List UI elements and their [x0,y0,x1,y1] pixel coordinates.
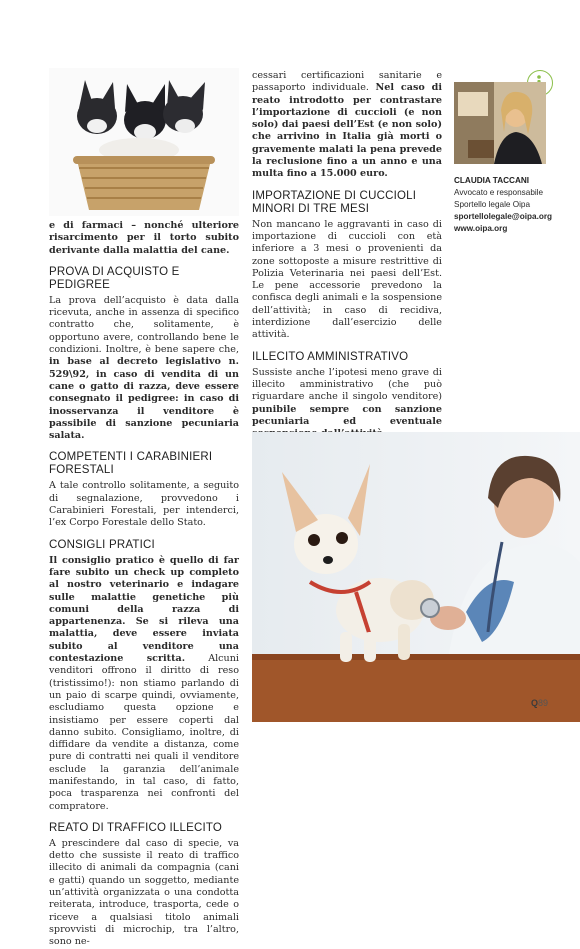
author-role: Avvocato e responsabile Sportello legale Oipa [454,188,544,209]
author-name: CLAUDIA TACCANI [454,176,530,185]
heading-importazione: IMPORTAZIONE DI CUCCIOLI MINORI DI TRE MESI [252,189,417,215]
column-left [49,220,239,949]
paragraph-prova-acquisto: La prova dell’acquisto è data dalla ricevuta, anche in assenza di specifico contratto che, solitamente, è opportuno avere, controllando bene le condizioni. Inoltre, è bene sapere che, in base al decreto legislativo n. 529\92, in caso di vendita di un cane o gatto di razza, deve essere consegnato il pedigree: in caso di inosservanza il venditore è passibile di sanzione pecuniaria salata. [49,294,239,442]
author-photo [454,82,546,164]
page-number: Q89 [531,698,549,708]
author-site[interactable]: www.oipa.org [454,224,508,233]
heading-prova-acquisto: PROVA DI ACQUISTO E PEDIGREE [49,265,180,291]
puppies-in-basket-photo [49,68,239,216]
paragraph-continuation: cessari certificazioni sanitarie e passaporto individuale. Nel caso di reato introdotto per contrastare l’importazione di cuccioli (e non solo) dai paesi dell’Est (e non solo) che arrivino in Italia già morti o gravemente malati la pena prevede la reclusione fino a un anno e una multa fino a 15.000 euro. [252,70,442,180]
heading-illecito-amministrativo: ILLECITO AMMINISTRATIVO [252,350,409,363]
paragraph-illecito-amministrativo: Sussiste anche l’ipotesi meno grave di illecito amministrativo (che può riguardare anche il singolo venditore) punibile sempre con sanzione pecuniaria ed eventuale [252,366,442,427]
intro-tail: e di farmaci – nonché ulteriore risarcimento per il torto subito derivante dalla malattia del cane. [49,220,239,256]
author-box [454,175,574,235]
heading-carabinieri: COMPETENTI I CARABINIERI FORESTALI [49,451,213,477]
chihuahua-vet-photo [252,432,580,722]
heading-reato: REATO DI TRAFFICO ILLECITO [49,821,223,834]
author-email[interactable]: sportellolegale@oipa.org [454,212,553,221]
heading-consigli: CONSIGLI PRATICI [49,538,155,551]
paragraph-importazione: Non mancano le aggravanti in caso di importazione di cuccioli con età inferiore a 3 mesi o provenienti da zone sottoposte a misure restrittive di Polizia Veterinaria nei paesi dell’Est. Le pene accessorie prevedono la confisca degli animali e la sospensione dell’attività; in caso di recidiva, interdizione dall’esercizio delle attività. [252,218,442,341]
paragraph-carabinieri: A tale controllo solitamente, a seguito di segnalazione, provvedono i Carabinieri Forestali, per intenderci, l’ex Corpo Forestale dello Stato. [49,480,239,529]
paragraph-consigli: Il consiglio pratico è quello di far fare subito un check up completo al nostro veterinario e indagare sulle malattie genetiche più comuni della razza di appartenenza. Se si rileva una malattia, deve essere inviata subito al venditore una contestazione scritta. Alcuni venditori offrono il diritto di reso (tristissimo!): non stiamo parlando di un paio di scarpe quindi, ovviamente, escludiamo questa opzione e insistiamo per essere coperti dal danno subito. Consigliamo, inoltre, di diffidare da vendite a distanza, come pure di contratti nei quali il venditore esclude la garanzia dell’animale manifestando, in tal caso, di fatto, poca trasparenza nei confronti del compratore. [49,554,239,812]
paragraph-reato: A prescindere dal caso di specie, va detto che sussiste il reato di traffico illecito di animali da compagnia (cani e gatti) quando un soggetto, mediante un’attività organizzata o una condotta reiterata, introduce, trasporta, cede o riceve a qualsiasi titolo animali sprovvisti di microchip, tra l’altro, sono ne- [49,837,239,948]
